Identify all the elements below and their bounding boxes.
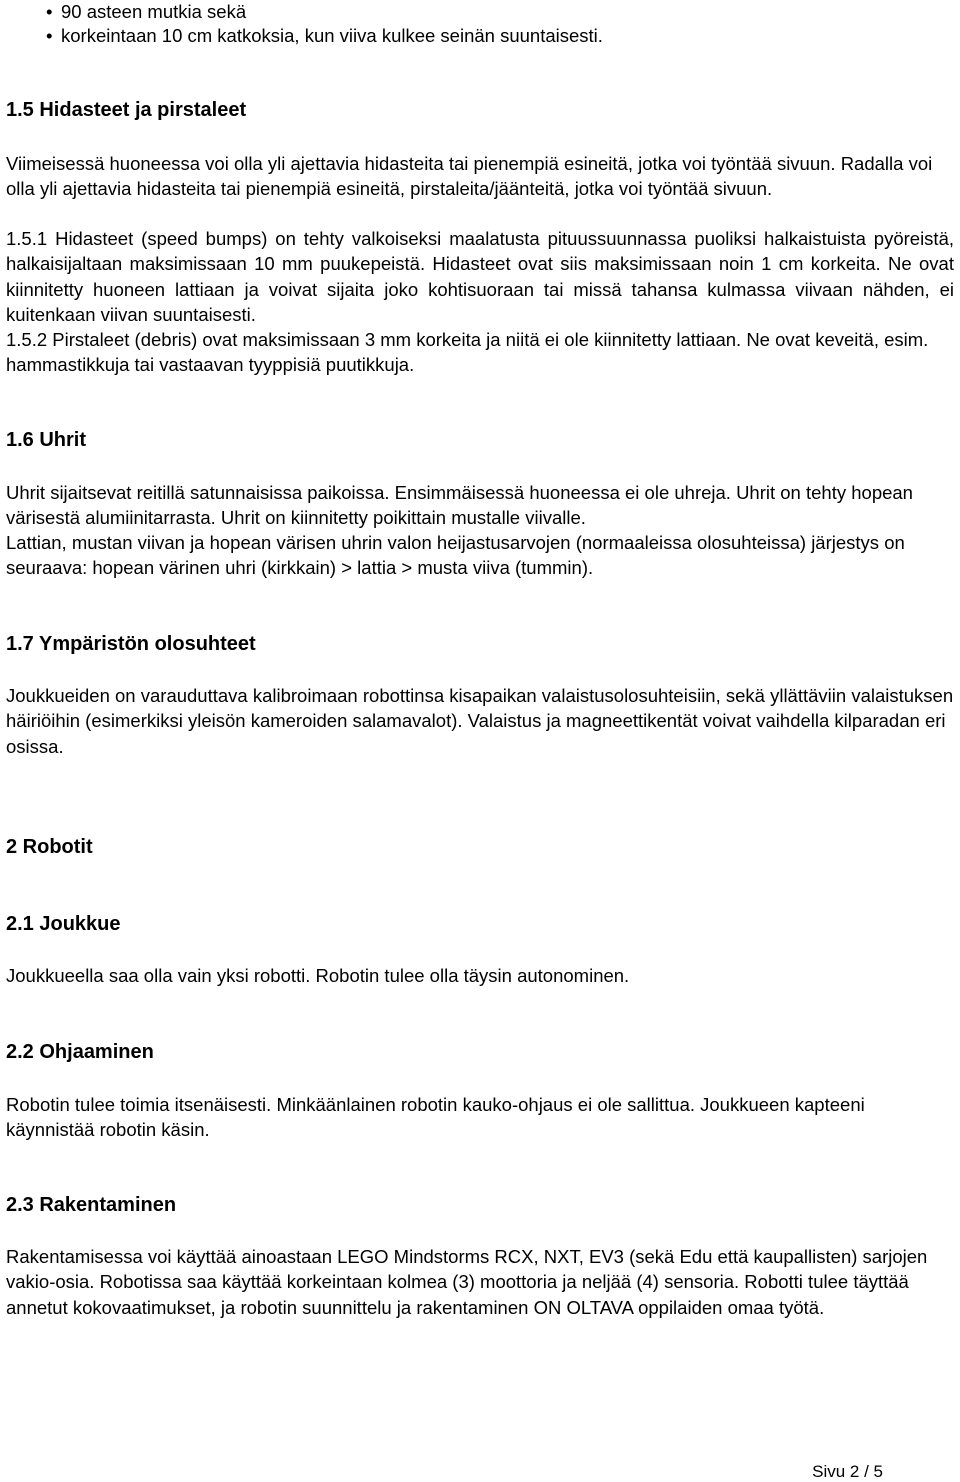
paragraph-1-6-a: Uhrit sijaitsevat reitillä satunnaisissa paikoissa. Ensimmäisessä huoneessa ei ole uhreja. Uhrit on tehty hopean värisestä alumiinitarrasta. Uhrit on kiinnitetty poikittain mustalle viivalle. xyxy=(6,482,913,529)
bullet-item: • 90 asteen mutkia sekä xyxy=(61,0,603,24)
bullet-item: • korkeintaan 10 cm katkoksia, kun viiva kulkee seinän suuntaisesti. xyxy=(61,24,603,48)
paragraph-1-5-2: 1.5.2 Pirstaleet (debris) ovat maksimissaan 3 mm korkeita ja niitä ei ole kiinnitetty lattiaan. Ne ovat keveitä, esim. hammastikkuja tai vastaavan tyyppisiä puutikkuja. xyxy=(6,329,929,376)
heading-1-6: 1.6 Uhrit xyxy=(6,429,87,451)
page-number: Sivu 2 / 5 xyxy=(812,1462,883,1481)
paragraph-1-6-b: Lattian, mustan viivan ja hopean värisen uhrin valon heijastusarvojen (normaaleissa olosuhteissa) järjestys on seuraava: hopean värinen uhri (kirkkain) > lattia > musta viiva (tummin). xyxy=(6,532,905,579)
paragraph-2-1: Joukkueella saa olla vain yksi robotti. Robotin tulee olla täysin autonominen. xyxy=(6,965,630,986)
paragraph-1-5-intro: Viimeisessä huoneessa voi olla yli ajettavia hidasteita tai pienempiä esineitä, jotka voi työntää sivuun. Radalla voi olla yli ajettavia hidasteita tai pienempiä esineitä, pirstaleita/jäänteitä, jotka voi työntää sivuun. xyxy=(6,153,933,200)
heading-2-1: 2.1 Joukkue xyxy=(6,913,121,935)
heading-2: 2 Robotit xyxy=(6,836,93,858)
bullet-list xyxy=(6,0,603,48)
paragraph-1-5-1: 1.5.1 Hidasteet (speed bumps) on tehty valkoiseksi maalatusta pituussuunnassa puoliksi halkaistuista pyöreistä, halkaisijaltaan maksimissaan 10 mm puukepeistä. Hidasteet ovat siis maksimissaan noin 1 cm korkeita. Ne ovat kiinnitetty huoneen lattiaan ja voivat sijaita joko kohtisuoraan tai missä tahansa kulmassa viivaan nähden, ei kuitenkaan viivan suuntaisesti. xyxy=(6,228,954,325)
paragraph-1-7: Joukkueiden on varauduttava kalibroimaan robottinsa kisapaikan valaistusolosuhteisiin, sekä yllättäviin valaistuksen häiriöihin (esimerkiksi yleisön kameroiden salamavalot). Valaistus ja magneettikentät voivat vaihdella kilparadan eri osissa. xyxy=(6,685,954,757)
heading-1-5: 1.5 Hidasteet ja pirstaleet xyxy=(6,99,247,121)
paragraph-2-3: Rakentamisessa voi käyttää ainoastaan LEGO Mindstorms RCX, NXT, EV3 (sekä Edu että kaupallisten) sarjojen vakio-osia. Robotissa saa käyttää korkeintaan kolmea (3) moottoria ja neljää (4) sensoria. Robotti tulee täyttää annetut kokovaatimukset, ja robotin suunnittelu ja rakentaminen ON OLTAVA oppilaiden omaa työtä. xyxy=(6,1246,928,1318)
paragraph-2-2: Robotin tulee toimia itsenäisesti. Minkäänlainen robotin kauko-ohjaus ei ole sallittua. Joukkueen kapteeni käynnistää robotin käsin. xyxy=(6,1094,865,1141)
heading-1-7: 1.7 Ympäristön olosuhteet xyxy=(6,633,256,655)
heading-2-2: 2.2 Ohjaaminen xyxy=(6,1041,154,1063)
heading-2-3: 2.3 Rakentaminen xyxy=(6,1194,177,1216)
